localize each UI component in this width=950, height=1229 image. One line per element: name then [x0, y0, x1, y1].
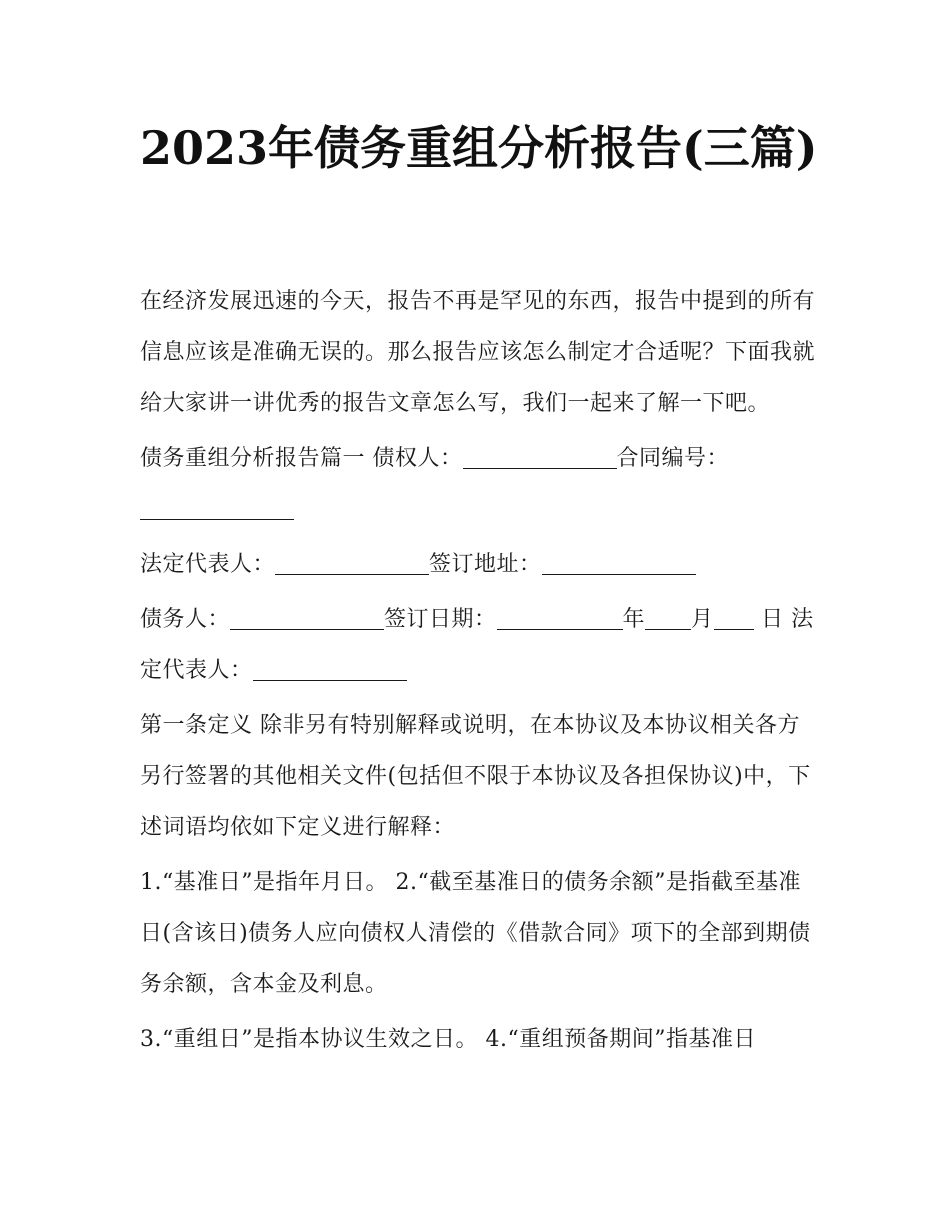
month-label: 月	[691, 607, 714, 632]
day-label: 日	[761, 607, 784, 632]
sign-place-label: 签订地址：	[429, 552, 542, 577]
article-1-definition: 第一条定义 除非另有特别解释或说明，在本协议及本协议相关各方另行签署的其他相关文件(包括但不限于本协议及各担保协议)中，下述词语均依如下定义进行解释：	[140, 713, 811, 840]
legal-rep-line	[140, 539, 820, 590]
sign-place-blank	[542, 552, 696, 575]
legal-rep-blank	[275, 552, 429, 575]
contract-no-blank	[140, 497, 294, 520]
legal-rep-label: 法定代表人：	[140, 552, 276, 577]
sign-date-label: 签订日期：	[384, 607, 497, 632]
legal-rep-blank-2	[253, 658, 407, 681]
sign-year-blank	[497, 607, 623, 630]
year-label: 年	[622, 607, 646, 632]
document-body	[140, 276, 820, 1069]
debtor-blank	[230, 607, 384, 630]
definitions-3-4: 3.“重组日”是指本协议生效之日。 4.“重组预备期间”指基准日	[140, 1027, 756, 1052]
creditor-label: 债权人：	[372, 446, 463, 471]
definitions-1-2: 1.“基准日”是指年月日。 2.“截至基准日的债务余额”是指截至基准日(含该日)债务人应向债权人清偿的《借款合同》项下的全部到期债务余额，含本金及利息。	[140, 870, 811, 997]
creditor-blank	[463, 446, 617, 469]
document-title: 2023年债务重组分析报告(三篇)	[140, 121, 818, 175]
contract-no-label: 合同编号：	[616, 446, 730, 471]
debtor-label: 债务人：	[140, 607, 231, 632]
debtor-line	[140, 594, 820, 696]
sign-month-blank	[645, 607, 691, 630]
intro-paragraph: 在经济发展迅速的今天，报告不再是罕见的东西，报告中提到的所有信息应该是准确无误的。那么报告应该怎么制定才合适呢？下面我就给大家讲一讲优秀的报告文章怎么写，我们一起来了解一下吧。	[140, 289, 816, 416]
form-parties-paragraph	[140, 433, 820, 535]
legal-rep-label-2: 法定代表人：	[140, 607, 814, 683]
sign-day-blank	[714, 607, 754, 630]
section-heading: 债务重组分析报告篇一	[140, 446, 366, 471]
